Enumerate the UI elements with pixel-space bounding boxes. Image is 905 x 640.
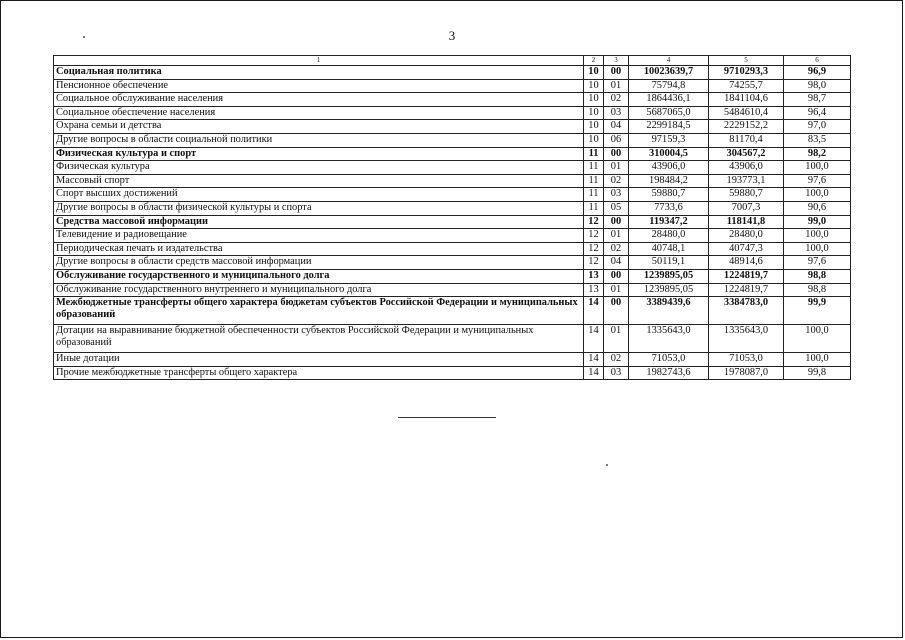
executed-amount: 1224819,7 [709,269,784,283]
planned-amount: 310004,5 [629,147,709,161]
section-code: 11 [584,174,604,188]
table-row [54,93,851,107]
table-row [54,229,851,243]
table-body [54,56,851,380]
row-name: Другие вопросы в области физической культуры и спорта [54,201,584,215]
subsection-code: 02 [604,353,629,367]
executed-amount: 74255,7 [709,79,784,93]
table-row [54,353,851,367]
section-code: 13 [584,269,604,283]
subsection-code: 01 [604,229,629,243]
section-code: 12 [584,215,604,229]
executed-amount: 5484610,4 [709,106,784,120]
table-row [54,242,851,256]
row-name: Телевидение и радиовещание [54,229,584,243]
section-code: 14 [584,353,604,367]
table-row [54,188,851,202]
planned-amount: 2299184,5 [629,120,709,134]
section-code: 11 [584,161,604,175]
execution-percent: 98,8 [784,283,851,297]
executed-amount: 28480,0 [709,229,784,243]
section-code: 11 [584,147,604,161]
table-row [54,120,851,134]
executed-amount: 1224819,7 [709,283,784,297]
row-name: Другие вопросы в области социальной политики [54,133,584,147]
executed-amount: 59880,7 [709,188,784,202]
table-row [54,174,851,188]
executed-amount: 1841104,6 [709,93,784,107]
row-name: Массовый спорт [54,174,584,188]
column-number: 3 [604,56,629,66]
subsection-code: 04 [604,256,629,270]
executed-amount: 71053,0 [709,353,784,367]
executed-amount: 1978087,0 [709,366,784,380]
subsection-code: 03 [604,188,629,202]
end-rule [398,417,496,418]
subsection-code: 01 [604,325,629,353]
planned-amount: 50119,1 [629,256,709,270]
section-code: 10 [584,93,604,107]
executed-amount: 1335643,0 [709,325,784,353]
row-name: Прочие межбюджетные трансферты общего характера [54,366,584,380]
subsection-code: 01 [604,161,629,175]
section-code: 12 [584,242,604,256]
execution-percent: 83,5 [784,133,851,147]
table-row [54,325,851,353]
subsection-code: 00 [604,66,629,80]
subsection-code: 02 [604,174,629,188]
subsection-code: 02 [604,242,629,256]
execution-percent: 96,9 [784,66,851,80]
row-name: Спорт высших достижений [54,188,584,202]
row-name: Охрана семьи и детства [54,120,584,134]
planned-amount: 1864436,1 [629,93,709,107]
table-row [54,256,851,270]
planned-amount: 43906,0 [629,161,709,175]
execution-percent: 100,0 [784,188,851,202]
row-name: Средства массовой информации [54,215,584,229]
section-code: 13 [584,283,604,297]
planned-amount: 40748,1 [629,242,709,256]
section-code: 10 [584,106,604,120]
column-number: 6 [784,56,851,66]
budget-table [53,55,851,380]
executed-amount: 43906,0 [709,161,784,175]
planned-amount: 1335643,0 [629,325,709,353]
execution-percent: 97,0 [784,120,851,134]
column-number: 5 [709,56,784,66]
planned-amount: 7733,6 [629,201,709,215]
planned-amount: 97159,3 [629,133,709,147]
execution-percent: 97,6 [784,174,851,188]
subsection-code: 00 [604,297,629,325]
table-section-row [54,297,851,325]
row-name: Физическая культура и спорт [54,147,584,161]
table-row [54,106,851,120]
row-name: Социальная политика [54,66,584,80]
table-section-row [54,66,851,80]
row-name: Обслуживание государственного внутреннего и муниципального долга [54,283,584,297]
planned-amount: 198484,2 [629,174,709,188]
execution-percent: 96,4 [784,106,851,120]
execution-percent: 90,6 [784,201,851,215]
planned-amount: 71053,0 [629,353,709,367]
execution-percent: 98,8 [784,269,851,283]
execution-percent: 98,7 [784,93,851,107]
table-section-row [54,147,851,161]
planned-amount: 10023639,7 [629,66,709,80]
subsection-code: 03 [604,366,629,380]
section-code: 10 [584,120,604,134]
section-code: 11 [584,201,604,215]
execution-percent: 98,2 [784,147,851,161]
subsection-code: 04 [604,120,629,134]
subsection-code: 03 [604,106,629,120]
executed-amount: 304567,2 [709,147,784,161]
execution-percent: 98,0 [784,79,851,93]
executed-amount: 81170,4 [709,133,784,147]
column-number: 4 [629,56,709,66]
section-code: 14 [584,325,604,353]
section-code: 12 [584,229,604,243]
table-row [54,366,851,380]
subsection-code: 02 [604,93,629,107]
execution-percent: 100,0 [784,353,851,367]
table-row [54,161,851,175]
section-code: 10 [584,133,604,147]
executed-amount: 40747,3 [709,242,784,256]
execution-percent: 99,8 [784,366,851,380]
row-name: Иные дотации [54,353,584,367]
table-section-row [54,269,851,283]
scan-speck [83,36,85,38]
table-row [54,283,851,297]
executed-amount: 2229152,2 [709,120,784,134]
subsection-code: 00 [604,269,629,283]
subsection-code: 01 [604,283,629,297]
row-name: Обслуживание государственного и муниципального долга [54,269,584,283]
section-code: 11 [584,188,604,202]
planned-amount: 3389439,6 [629,297,709,325]
table-row [54,201,851,215]
subsection-code: 01 [604,79,629,93]
page-number: 3 [448,28,456,43]
executed-amount: 9710293,3 [709,66,784,80]
section-code: 10 [584,66,604,80]
section-code: 14 [584,297,604,325]
row-name: Другие вопросы в области средств массовой информации [54,256,584,270]
row-name: Социальное обслуживание населения [54,93,584,107]
planned-amount: 5687065,0 [629,106,709,120]
subsection-code: 05 [604,201,629,215]
table-row [54,79,851,93]
subsection-code: 00 [604,147,629,161]
row-name: Физическая культура [54,161,584,175]
subsection-code: 06 [604,133,629,147]
row-name: Дотации на выравнивание бюджетной обеспеченности субъектов Российской Федерации и муниципальных образований [54,325,584,353]
planned-amount: 1239895,05 [629,269,709,283]
column-number: 2 [584,56,604,66]
execution-percent: 100,0 [784,325,851,353]
planned-amount: 1239895,05 [629,283,709,297]
planned-amount: 119347,2 [629,215,709,229]
execution-percent: 100,0 [784,229,851,243]
executed-amount: 118141,8 [709,215,784,229]
planned-amount: 28480,0 [629,229,709,243]
section-code: 14 [584,366,604,380]
column-number-row [54,56,851,66]
row-name: Социальное обеспечение населения [54,106,584,120]
section-code: 12 [584,256,604,270]
planned-amount: 1982743,6 [629,366,709,380]
column-number: 1 [54,56,584,66]
section-code: 10 [584,79,604,93]
execution-percent: 99,9 [784,297,851,325]
row-name: Межбюджетные трансферты общего характера бюджетам субъектов Российской Федерации и муниципальных образований [54,297,584,325]
row-name: Периодическая печать и издательства [54,242,584,256]
execution-percent: 100,0 [784,161,851,175]
scan-speck [606,464,608,466]
executed-amount: 3384783,0 [709,297,784,325]
table-section-row [54,215,851,229]
executed-amount: 7007,3 [709,201,784,215]
row-name: Пенсионное обеспечение [54,79,584,93]
table-row [54,133,851,147]
planned-amount: 59880,7 [629,188,709,202]
execution-percent: 100,0 [784,242,851,256]
execution-percent: 97,6 [784,256,851,270]
executed-amount: 193773,1 [709,174,784,188]
subsection-code: 00 [604,215,629,229]
execution-percent: 99,0 [784,215,851,229]
planned-amount: 75794,8 [629,79,709,93]
executed-amount: 48914,6 [709,256,784,270]
